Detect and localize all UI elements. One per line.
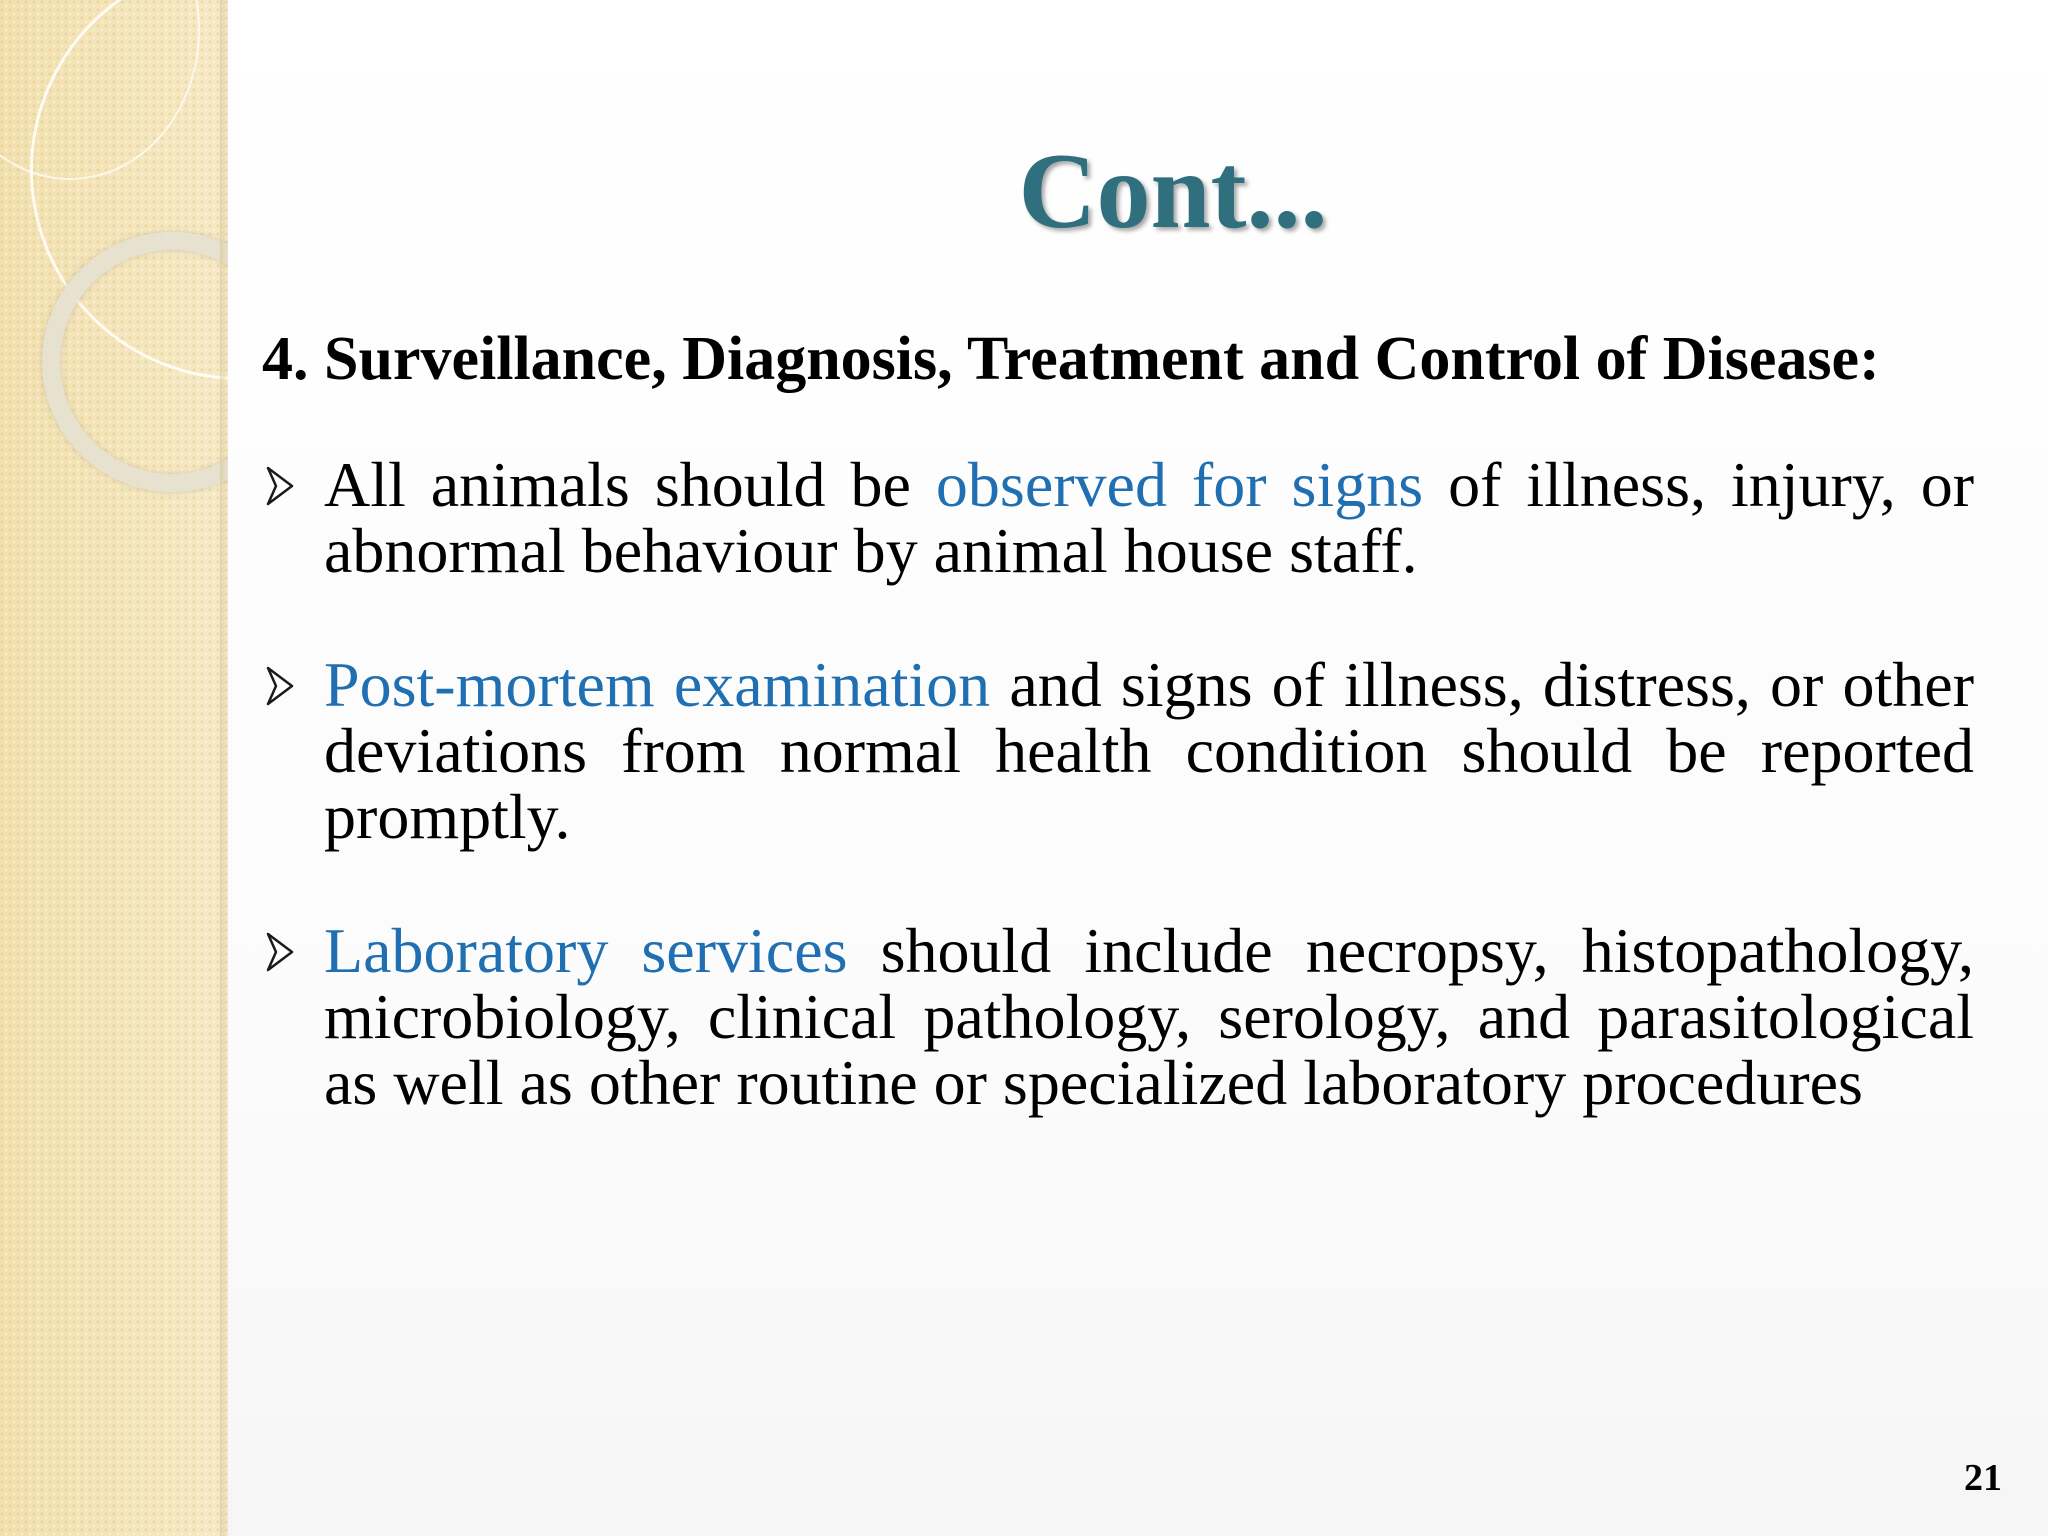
bullet-text: of illness, injury, or abnormal behaviour by animal house staff. <box>324 449 1975 586</box>
decorative-side-panel <box>0 0 228 1536</box>
side-panel-edge <box>220 0 228 1536</box>
section-heading: 4. Surveillance, Diagnosis, Treatment and Control of Disease: <box>262 325 1880 393</box>
page-number: 21 <box>1964 1457 2002 1499</box>
bullet-text: and signs of illness, distress, or other deviations from normal health condition should be reported promptly. <box>324 649 1975 852</box>
bullet-text: All animals should be <box>324 449 936 520</box>
bullet-highlight: Post-mortem examination <box>324 649 991 720</box>
slide-body <box>262 326 1974 1116</box>
slide-title: Cont... <box>1018 132 1328 251</box>
arrowhead-bullet-icon <box>262 920 302 980</box>
arrowhead-bullet-icon <box>262 654 302 714</box>
bullet-item <box>262 915 1975 1118</box>
bullet-text: should include necropsy, histopathology, microbiology, clinical pathology, serology, and parasitological as well as other routine or specialized laboratory procedures <box>324 915 1975 1118</box>
bullet-highlight: observed for signs <box>935 449 1424 520</box>
bullet-highlight: Laboratory services <box>324 915 848 986</box>
arrowhead-bullet-icon <box>262 454 302 514</box>
bullet-item <box>262 649 1975 852</box>
bullet-item <box>262 449 1975 586</box>
